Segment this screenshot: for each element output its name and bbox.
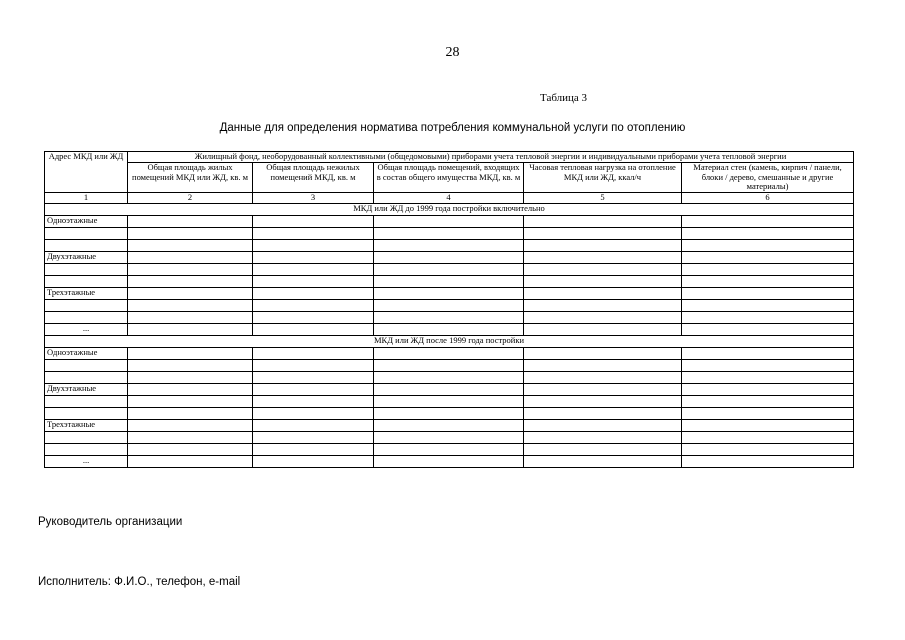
column-number: 4 bbox=[374, 193, 524, 204]
table-cell[interactable] bbox=[253, 240, 374, 252]
table-row bbox=[45, 288, 854, 300]
table-cell[interactable] bbox=[524, 396, 682, 408]
row-label-two-story: Двухэтажные bbox=[45, 384, 128, 396]
table-cell[interactable] bbox=[682, 276, 854, 288]
table-row bbox=[45, 348, 854, 360]
table-cell[interactable] bbox=[253, 408, 374, 420]
table-cell[interactable] bbox=[682, 240, 854, 252]
table-cell[interactable] bbox=[374, 432, 524, 444]
table-cell[interactable] bbox=[253, 396, 374, 408]
table-label: Таблица 3 bbox=[540, 92, 588, 104]
table-cell[interactable] bbox=[128, 324, 253, 336]
table-cell[interactable] bbox=[524, 408, 682, 420]
column-number: 1 bbox=[45, 193, 128, 204]
table-cell[interactable] bbox=[128, 288, 253, 300]
table-cell[interactable] bbox=[253, 288, 374, 300]
document-title: Данные для определения норматива потребления коммунальной услуги по отоплению bbox=[219, 122, 686, 134]
table-cell[interactable] bbox=[128, 408, 253, 420]
table-cell[interactable] bbox=[45, 432, 128, 444]
footer-head-label: Руководитель организации bbox=[38, 516, 183, 528]
table-cell[interactable] bbox=[374, 372, 524, 384]
table-cell[interactable] bbox=[682, 456, 854, 468]
table-cell[interactable] bbox=[682, 348, 854, 360]
table-cell[interactable] bbox=[682, 252, 854, 264]
table-cell[interactable] bbox=[253, 456, 374, 468]
table-cell[interactable] bbox=[682, 384, 854, 396]
table-cell[interactable] bbox=[682, 360, 854, 372]
header-common-area: Общая площадь помещений, входящих в состав общего имущества МКД, кв. м bbox=[374, 162, 524, 192]
table-cell[interactable] bbox=[524, 348, 682, 360]
column-number: 5 bbox=[524, 193, 682, 204]
table-cell[interactable] bbox=[682, 444, 854, 456]
column-number-row bbox=[45, 193, 854, 204]
table-row bbox=[45, 444, 854, 456]
table-row bbox=[45, 264, 854, 276]
table-row bbox=[45, 456, 854, 468]
table-cell[interactable] bbox=[128, 420, 253, 432]
header-row-1 bbox=[45, 152, 854, 163]
table-cell[interactable] bbox=[524, 252, 682, 264]
table-cell[interactable] bbox=[682, 324, 854, 336]
row-label-three-story: Трехэтажные bbox=[45, 420, 128, 432]
table-cell[interactable] bbox=[128, 444, 253, 456]
row-label-one-story: Одноэтажные bbox=[45, 348, 128, 360]
table-cell[interactable] bbox=[682, 264, 854, 276]
table-cell[interactable] bbox=[253, 276, 374, 288]
table-cell[interactable] bbox=[253, 420, 374, 432]
table-cell[interactable] bbox=[128, 240, 253, 252]
section-row bbox=[45, 336, 854, 348]
table-cell[interactable] bbox=[128, 312, 253, 324]
table-cell[interactable] bbox=[253, 252, 374, 264]
table-row bbox=[45, 360, 854, 372]
table-cell[interactable] bbox=[374, 216, 524, 228]
table-cell[interactable] bbox=[682, 228, 854, 240]
table-cell[interactable] bbox=[374, 360, 524, 372]
table-cell[interactable] bbox=[682, 420, 854, 432]
table-cell[interactable] bbox=[374, 240, 524, 252]
table-row bbox=[45, 432, 854, 444]
table-cell[interactable] bbox=[253, 348, 374, 360]
table-cell[interactable] bbox=[128, 300, 253, 312]
table-cell[interactable] bbox=[524, 312, 682, 324]
column-number: 2 bbox=[128, 193, 253, 204]
table-cell[interactable] bbox=[128, 276, 253, 288]
table-cell[interactable] bbox=[128, 384, 253, 396]
table-cell[interactable] bbox=[45, 312, 128, 324]
header-living-area: Общая площадь жилых помещений МКД или ЖД, кв. м bbox=[128, 162, 253, 192]
table-cell[interactable] bbox=[374, 288, 524, 300]
table-cell[interactable] bbox=[524, 300, 682, 312]
table-cell[interactable] bbox=[524, 456, 682, 468]
data-table bbox=[44, 151, 854, 468]
table-cell[interactable] bbox=[128, 348, 253, 360]
table-cell[interactable] bbox=[524, 240, 682, 252]
table-cell[interactable] bbox=[45, 276, 128, 288]
table-cell[interactable] bbox=[524, 228, 682, 240]
column-number: 6 bbox=[682, 193, 854, 204]
table-cell[interactable] bbox=[524, 216, 682, 228]
header-group: Жилищный фонд, необорудованный коллективными (общедомовыми) приборами учета тепловой энергии и индивидуальными приборами учета тепловой энергии bbox=[128, 152, 854, 163]
header-row-2 bbox=[45, 162, 854, 192]
table-row bbox=[45, 216, 854, 228]
table-cell[interactable] bbox=[45, 300, 128, 312]
table-cell[interactable] bbox=[374, 300, 524, 312]
table-cell[interactable] bbox=[253, 372, 374, 384]
row-ellipsis: ... bbox=[45, 324, 128, 336]
table-cell[interactable] bbox=[682, 300, 854, 312]
table-cell[interactable] bbox=[128, 432, 253, 444]
table-cell[interactable] bbox=[524, 276, 682, 288]
table-cell[interactable] bbox=[253, 300, 374, 312]
row-ellipsis: ... bbox=[45, 456, 128, 468]
table-cell[interactable] bbox=[524, 264, 682, 276]
table-cell[interactable] bbox=[128, 252, 253, 264]
table-cell[interactable] bbox=[45, 444, 128, 456]
table-cell[interactable] bbox=[374, 276, 524, 288]
table-cell[interactable] bbox=[253, 228, 374, 240]
header-heat-load: Часовая тепловая нагрузка на отопление МКД или ЖД, ккал/ч bbox=[524, 162, 682, 192]
table-cell[interactable] bbox=[253, 264, 374, 276]
table-row bbox=[45, 276, 854, 288]
header-address: Адрес МКД или ЖД bbox=[45, 152, 128, 193]
table-cell[interactable] bbox=[45, 240, 128, 252]
header-nonliving-area: Общая площадь нежилых помещений МКД, кв. м bbox=[253, 162, 374, 192]
table-cell[interactable] bbox=[253, 384, 374, 396]
table-cell[interactable] bbox=[253, 216, 374, 228]
table-cell[interactable] bbox=[128, 264, 253, 276]
table-row bbox=[45, 372, 854, 384]
table-row bbox=[45, 312, 854, 324]
page-number: 28 bbox=[445, 45, 460, 60]
table-cell[interactable] bbox=[128, 228, 253, 240]
table-cell[interactable] bbox=[45, 372, 128, 384]
row-label-one-story: Одноэтажные bbox=[45, 216, 128, 228]
table-cell[interactable] bbox=[253, 324, 374, 336]
table-cell[interactable] bbox=[45, 396, 128, 408]
section-before-1999: МКД или ЖД до 1999 года постройки включительно bbox=[45, 204, 854, 216]
table-cell[interactable] bbox=[253, 360, 374, 372]
table-row bbox=[45, 408, 854, 420]
table-cell[interactable] bbox=[682, 312, 854, 324]
table-cell[interactable] bbox=[524, 360, 682, 372]
table-cell[interactable] bbox=[128, 372, 253, 384]
table-cell[interactable] bbox=[374, 396, 524, 408]
table-cell[interactable] bbox=[524, 444, 682, 456]
table-row bbox=[45, 396, 854, 408]
table-row bbox=[45, 420, 854, 432]
table-cell[interactable] bbox=[374, 456, 524, 468]
table-cell[interactable] bbox=[524, 288, 682, 300]
table-row bbox=[45, 228, 854, 240]
row-label-two-story: Двухэтажные bbox=[45, 252, 128, 264]
table-cell[interactable] bbox=[374, 384, 524, 396]
table-cell[interactable] bbox=[374, 420, 524, 432]
table-cell[interactable] bbox=[374, 228, 524, 240]
table-cell[interactable] bbox=[682, 372, 854, 384]
table-cell[interactable] bbox=[374, 444, 524, 456]
table-cell[interactable] bbox=[374, 252, 524, 264]
table-row bbox=[45, 384, 854, 396]
table-cell[interactable] bbox=[524, 384, 682, 396]
table-cell[interactable] bbox=[374, 348, 524, 360]
table-cell[interactable] bbox=[524, 324, 682, 336]
table-cell[interactable] bbox=[524, 372, 682, 384]
table-cell[interactable] bbox=[682, 216, 854, 228]
table-cell[interactable] bbox=[524, 420, 682, 432]
table-cell[interactable] bbox=[253, 432, 374, 444]
table-cell[interactable] bbox=[682, 408, 854, 420]
table-cell[interactable] bbox=[45, 228, 128, 240]
table-cell[interactable] bbox=[374, 264, 524, 276]
table-cell[interactable] bbox=[128, 396, 253, 408]
row-label-three-story: Трехэтажные bbox=[45, 288, 128, 300]
table-cell[interactable] bbox=[45, 360, 128, 372]
table-row bbox=[45, 240, 854, 252]
table-cell[interactable] bbox=[374, 408, 524, 420]
table-cell[interactable] bbox=[253, 312, 374, 324]
table-cell[interactable] bbox=[374, 312, 524, 324]
header-wall-material: Материал стен (камень, кирпич / панели, блоки / дерево, смешанные и другие материалы) bbox=[682, 162, 854, 192]
table-cell[interactable] bbox=[128, 360, 253, 372]
table-cell[interactable] bbox=[682, 396, 854, 408]
table-cell[interactable] bbox=[524, 432, 682, 444]
table-cell[interactable] bbox=[682, 432, 854, 444]
table-cell[interactable] bbox=[253, 444, 374, 456]
table-cell[interactable] bbox=[128, 216, 253, 228]
table-cell[interactable] bbox=[374, 324, 524, 336]
footer-executor-label: Исполнитель: Ф.И.О., телефон, e-mail bbox=[38, 576, 241, 588]
column-number: 3 bbox=[253, 193, 374, 204]
table-row bbox=[45, 324, 854, 336]
table-cell[interactable] bbox=[128, 456, 253, 468]
section-after-1999: МКД или ЖД после 1999 года постройки bbox=[45, 336, 854, 348]
table-row bbox=[45, 252, 854, 264]
table-cell[interactable] bbox=[45, 408, 128, 420]
table-cell[interactable] bbox=[45, 264, 128, 276]
table-cell[interactable] bbox=[682, 288, 854, 300]
table-row bbox=[45, 300, 854, 312]
section-row bbox=[45, 204, 854, 216]
